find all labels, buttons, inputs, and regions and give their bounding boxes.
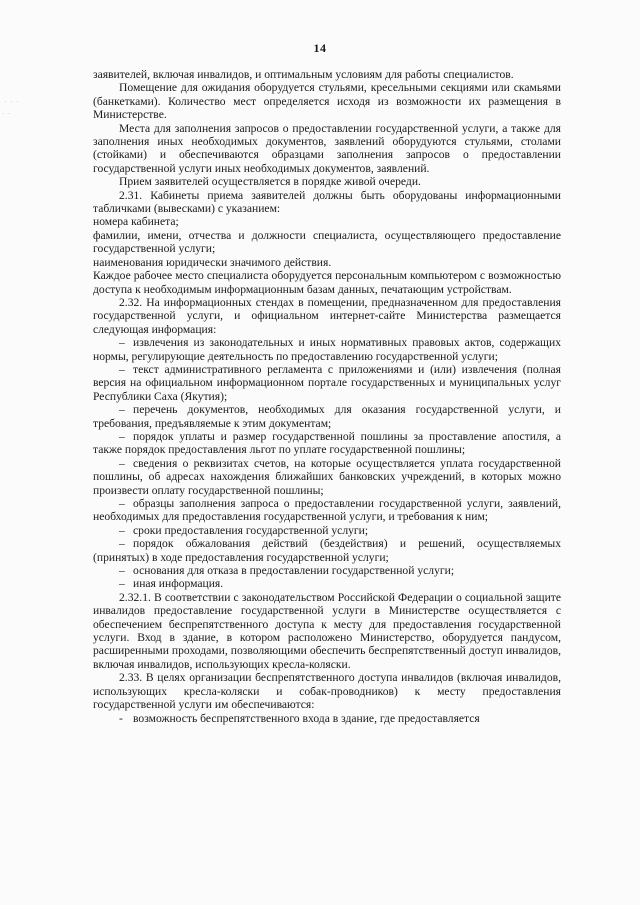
paragraph-text: иная информация. xyxy=(133,577,224,591)
paragraph-text: номера кабинета; xyxy=(93,215,179,229)
paragraph-text: наименования юридически значимого действия. xyxy=(93,255,332,269)
paragraph xyxy=(93,256,561,269)
list-item xyxy=(93,457,561,497)
page-number: 14 xyxy=(313,41,327,55)
paragraph-text: Места для заполнения запросов о предоставлении государственной услуги, а также для заполнения иных необходимых документов, заявлений оборудуются стульями, столами (стойками) и обеспечиваются образцами заполнения запросов о предоставлении государственной услуги иных необходимых документов, заявлений. xyxy=(93,121,561,175)
paragraph xyxy=(93,229,561,256)
paragraph-text: сроки предоставления государственной услуги; xyxy=(133,523,369,537)
list-dash: - xyxy=(119,711,123,725)
paragraph xyxy=(93,591,561,671)
list-dash: – xyxy=(119,456,125,470)
list-dash: – xyxy=(119,537,125,551)
list-item xyxy=(93,497,561,524)
paragraph-text: 2.31. Кабинеты приема заявителей должны быть оборудованы информационными табличками (вывесками) с указанием: xyxy=(93,188,561,216)
list-item xyxy=(93,430,561,457)
paragraph-text: Каждое рабочее место специалиста оборудуется персональным компьютером с возможностью доступа к необходимым информационным базам данных, печатающим устройствам. xyxy=(93,269,561,296)
scan-artifact: · · xyxy=(2,110,12,118)
list-dash: – xyxy=(119,362,125,376)
list-dash: – xyxy=(119,523,125,537)
list-item xyxy=(93,577,561,590)
paragraph-text: текст административного регламента с приложениями и (или) извлечения (полная версия на официальном информационном портале государственных и муниципальных услуг Республики Саха (Якутия); xyxy=(93,362,561,403)
paragraph xyxy=(93,269,561,296)
list-item xyxy=(93,712,561,725)
paragraph xyxy=(93,671,561,711)
paragraph xyxy=(93,215,561,228)
paragraph xyxy=(93,68,561,81)
list-dash: – xyxy=(119,403,125,417)
list-dash: – xyxy=(119,497,125,510)
paragraph xyxy=(93,189,561,216)
paragraph xyxy=(93,296,561,336)
list-item xyxy=(93,537,561,564)
paragraph-text: возможность беспрепятственного входа в здание, где предоставляется xyxy=(133,711,480,725)
paragraph-text: извлечения из законодательных и иных нормативных правовых актов, содержащих нормы, регулирующие деятельность по предоставлению государственной услуги; xyxy=(93,336,561,363)
list-item xyxy=(93,336,561,363)
list-item xyxy=(93,564,561,577)
paragraph-text: Прием заявителей осуществляется в порядке живой очереди. xyxy=(119,175,421,189)
paragraph-text: перечень документов, необходимых для оказания государственной услуги, и требования, предъявляемые к этим документам; xyxy=(93,403,561,430)
paragraph-text: порядок обжалования действий (бездействия) и решений, осуществляемых (принятых) в ходе предоставления государственной услуги; xyxy=(93,537,561,564)
scan-artifact: · · · xyxy=(4,98,20,106)
paragraph-text: основания для отказа в предоставлении государственной услуги; xyxy=(133,564,455,578)
document-body xyxy=(93,68,561,725)
paragraph-text: образцы заполнения запроса о предоставлении государственной услуги, заявлений, необходимых для предоставления государственной услуги, и требования к ним; xyxy=(93,497,561,524)
paragraph-text: Помещение для ожидания оборудуется стульями, кресельными секциями или скамьями (банкетками). Количество мест определяется исходя из возможности их размещения в Министерстве. xyxy=(93,81,561,122)
list-dash: – xyxy=(119,577,125,591)
paragraph-text: 2.32. На информационных стендах в помещении, предназначенном для предоставления государственной услуги, и официальном интернет-сайте Министерства размещается следующая информация: xyxy=(93,295,561,336)
list-dash: – xyxy=(119,564,125,578)
paragraph-text: фамилии, имени, отчества и должности специалиста, осуществляющего предоставление государственной услуги; xyxy=(93,228,561,256)
list-item xyxy=(93,363,561,403)
paragraph-text: заявителей, включая инвалидов, и оптимальным условиям для работы специалистов. xyxy=(93,68,514,81)
paragraph-text: 2.33. В целях организации беспрепятственного доступа инвалидов (включая инвалидов, использующих кресла-коляски и собак-проводников) к месту предоставления государственной услуги им обеспечиваются: xyxy=(93,671,561,712)
paragraph-text: порядок уплаты и размер государственной пошлины за проставление апостиля, а также порядок предоставления льгот по уплате государственной пошлины; xyxy=(93,429,561,457)
paragraph-text: 2.32.1. В соответствии с законодательством Российской Федерации о социальной защите инвалидов предоставление государственной услуги в Министерстве осуществляется с обеспечением беспрепятственного доступа к месту для предоставления государственной услуги. Вход в здание, в котором расположено Министерство, оборудуется пандусом, расширенными проходами, позволяющими обеспечить беспрепятственный доступ инвалидов, включая инвалидов, использующих кресла-коляски. xyxy=(93,590,561,671)
list-dash: – xyxy=(119,429,125,443)
list-dash: – xyxy=(119,336,125,350)
paragraph xyxy=(93,81,561,121)
paragraph xyxy=(93,175,561,188)
list-item xyxy=(93,403,561,430)
paragraph xyxy=(93,122,561,176)
paragraph-text: сведения о реквизитах счетов, на которые осуществляется уплата государственной пошлины, об адресах нахождения ближайших банковских учреждений, в которых можно произвести оплату государственной пошлины; xyxy=(93,456,561,497)
list-item xyxy=(93,524,561,537)
